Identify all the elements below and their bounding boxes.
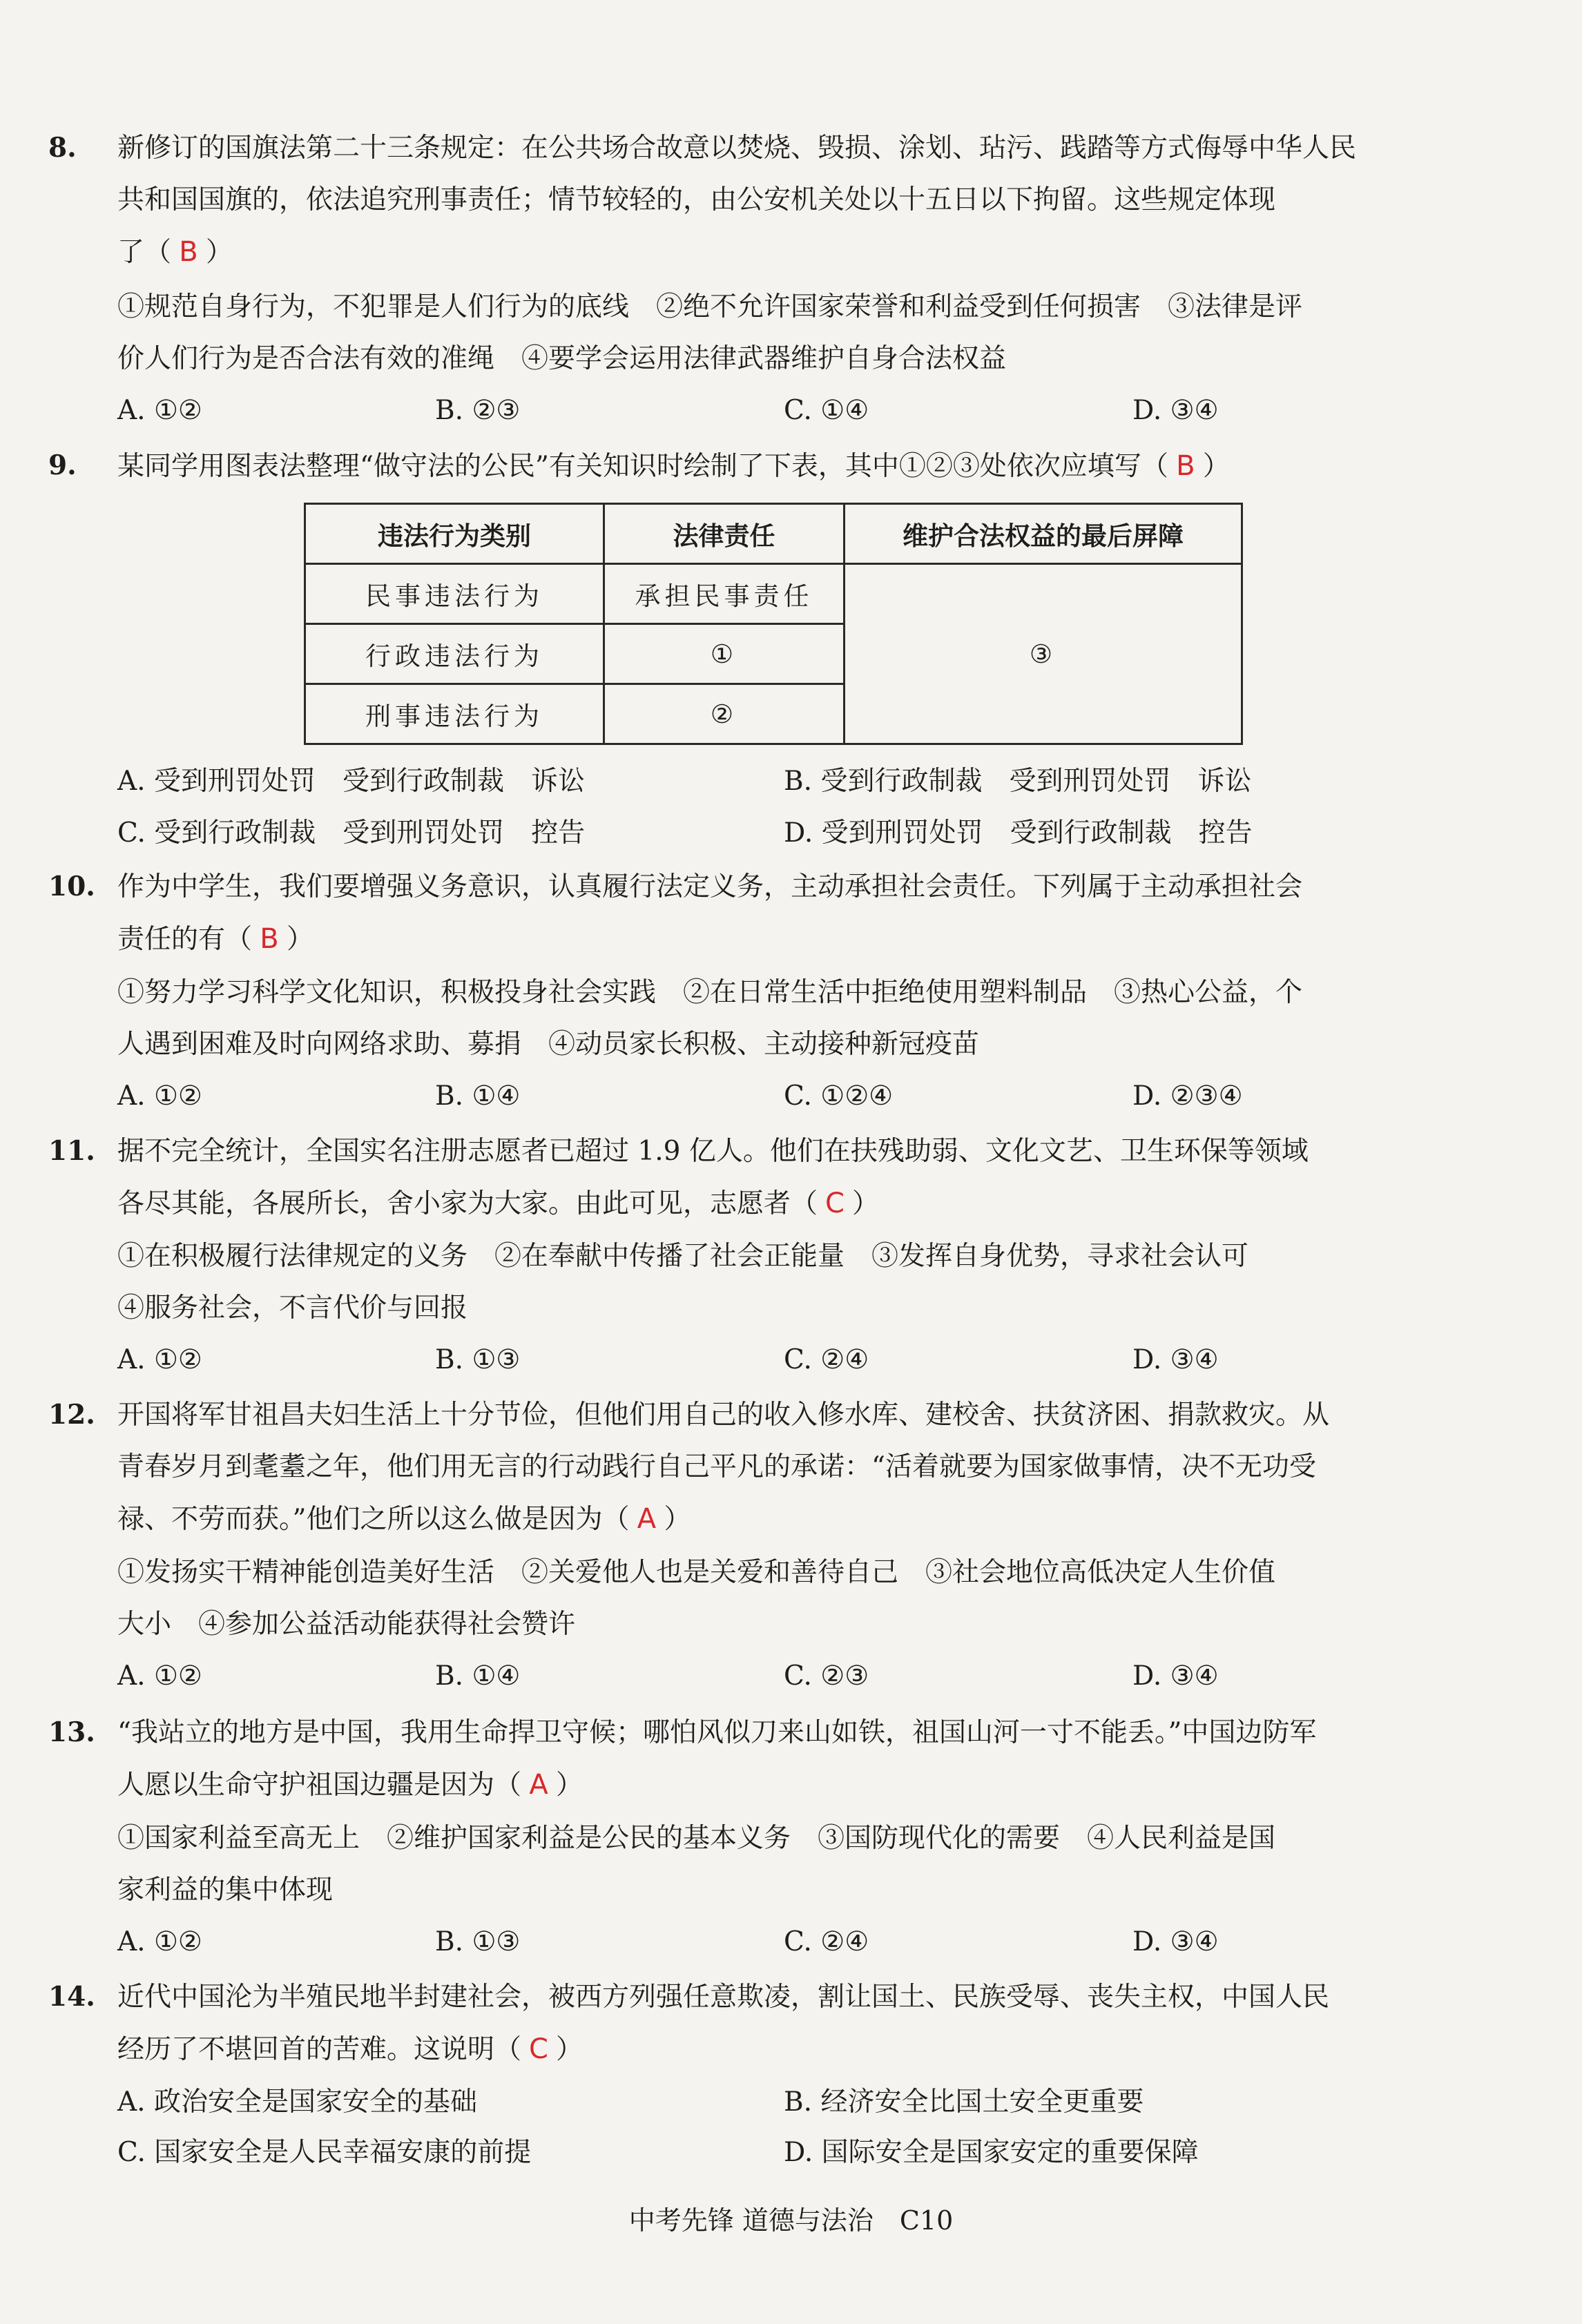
question-text: 新修订的国旗法第二十三条规定：在公共场合故意以焚烧、毁损、涂划、玷污、践踏等方式侮辱中华人民: [117, 133, 1357, 164]
choice-b: B. 经济安全比国土安全更重要: [784, 2086, 1144, 2118]
question-text: 禄、不劳而获。”他们之所以这么做是因为（ A ）: [117, 1503, 691, 1535]
table-cell: ①: [604, 624, 845, 684]
choice-c: C. ①④: [784, 395, 869, 426]
table-row: [305, 564, 1242, 624]
statement-options: 人遇到困难及时向网络求助、募捐 ④动员家长积极、主动接种新冠疫苗: [117, 1029, 980, 1060]
statement-options: ④服务社会，不言代价与回报: [117, 1292, 468, 1324]
choice-a: A. 政治安全是国家安全的基础: [117, 2086, 477, 2118]
question-number: 8.: [48, 132, 77, 164]
choice-d: D. ③④: [1132, 1344, 1219, 1375]
question-text: 经历了不堪回首的苦难。这说明（ C ）: [117, 2033, 583, 2065]
page-footer: 中考先锋 道德与法治 C10: [628, 2205, 954, 2236]
question-number: 10.: [48, 871, 95, 902]
table-cell: 承担民事责任: [604, 564, 845, 624]
question-text: 青春岁月到耄耋之年，他们用无言的行动践行自己平凡的承诺：“活着就要为国家做事情，决不无功受: [117, 1451, 1316, 1482]
choice-c: C. ②④: [784, 1926, 869, 1957]
statement-options: 大小 ④参加公益活动能获得社会赞许: [117, 1609, 576, 1640]
choice-a: A. ①②: [117, 1081, 202, 1112]
question-text: 作为中学生，我们要增强义务意识，认真履行法定义务，主动承担社会责任。下列属于主动承担社会: [117, 871, 1303, 902]
handwritten-answer: A: [637, 1503, 657, 1535]
question-text: 了（ B ）: [117, 236, 233, 268]
table-header: 法律责任: [604, 504, 845, 564]
table-cell: 刑事违法行为: [305, 684, 604, 744]
question-number: 11.: [48, 1135, 95, 1167]
table-cell: 行政违法行为: [305, 624, 604, 684]
choice-c: C. 受到行政制裁 受到刑罚处罚 控告: [117, 817, 586, 849]
statement-options: 家利益的集中体现: [117, 1875, 334, 1906]
handwritten-answer: C: [825, 1188, 845, 1219]
choice-b: B. 受到行政制裁 受到刑罚处罚 诉讼: [784, 766, 1252, 797]
statement-options: ①国家利益至高无上 ②维护国家利益是公民的基本义务 ③国防现代化的需要 ④人民利益是国: [117, 1823, 1276, 1854]
choice-c: C. 国家安全是人民幸福安康的前提: [117, 2137, 532, 2168]
question-text: 人愿以生命守护祖国边疆是因为（ A ）: [117, 1769, 583, 1801]
choice-b: B. ②③: [435, 395, 521, 426]
choice-d: D. ③④: [1132, 1660, 1219, 1692]
table-cell: 民事违法行为: [305, 564, 604, 624]
choice-b: B. ①④: [435, 1660, 521, 1692]
choice-c: C. ②④: [784, 1344, 869, 1375]
choice-d: D. ②③④: [1132, 1081, 1243, 1112]
choice-d: D. ③④: [1132, 1926, 1219, 1957]
question-text: 开国将军甘祖昌夫妇生活上十分节俭，但他们用自己的收入修水库、建校舍、扶贫济困、捐款救灾。从: [117, 1400, 1330, 1431]
choice-b: B. ①③: [435, 1926, 521, 1957]
statement-options: ①在积极履行法律规定的义务 ②在奉献中传播了社会正能量 ③发挥自身优势，寻求社会认可: [117, 1241, 1249, 1272]
question-text: 近代中国沦为半殖民地半封建社会，被西方列强任意欺凌，割让国土、民族受辱、丧失主权，中国人民: [117, 1982, 1330, 2013]
choice-b: B. ①③: [435, 1344, 521, 1375]
statement-options: ①发扬实干精神能创造美好生活 ②关爱他人也是关爱和善待自己 ③社会地位高低决定人生价值: [117, 1557, 1276, 1588]
handwritten-answer: B: [1176, 450, 1195, 482]
statement-options: 价人们行为是否合法有效的准绳 ④要学会运用法律武器维护自身合法权益: [117, 343, 1007, 374]
table-header: 维护合法权益的最后屏障: [845, 504, 1242, 564]
choice-b: B. ①④: [435, 1081, 521, 1112]
question-text: 某同学用图表法整理“做守法的公民”有关知识时绘制了下表，其中①②③处依次应填写（ B ）: [117, 450, 1230, 482]
statement-options: ①规范自身行为，不犯罪是人们行为的底线 ②绝不允许国家荣誉和利益受到任何损害 ③法律是评: [117, 291, 1303, 322]
choice-a: A. ①②: [117, 1660, 202, 1692]
table-merged-cell: ③: [845, 564, 1242, 744]
handwritten-answer: B: [179, 236, 198, 268]
choice-a: A. ①②: [117, 1344, 202, 1375]
question-number: 9.: [48, 449, 77, 481]
question-text: 各尽其能，各展所长，舍小家为大家。由此可见，志愿者（ C ）: [117, 1188, 880, 1219]
handwritten-answer: B: [260, 923, 279, 955]
question-text: 共和国国旗的，依法追究刑事责任；情节较轻的，由公安机关处以十五日以下拘留。这些规定体现: [117, 184, 1276, 215]
choice-a: A. ①②: [117, 1926, 202, 1957]
choice-a: A. ①②: [117, 395, 202, 426]
question-text: 责任的有（ B ）: [117, 923, 314, 955]
question-number: 12.: [48, 1399, 95, 1431]
table-header: 违法行为类别: [305, 504, 604, 564]
choice-d: D. 受到刑罚处罚 受到行政制裁 控告: [784, 817, 1253, 849]
choice-a: A. 受到刑罚处罚 受到行政制裁 诉讼: [117, 766, 585, 797]
question-number: 14.: [48, 1981, 95, 2013]
table-cell: ②: [604, 684, 845, 744]
handwritten-answer: C: [529, 2033, 548, 2065]
table-header-row: [305, 504, 1242, 564]
question-number: 13.: [48, 1716, 95, 1748]
knowledge-table: [304, 503, 1243, 745]
statement-options: ①努力学习科学文化知识，积极投身社会实践 ②在日常生活中拒绝使用塑料制品 ③热心公益，个: [117, 977, 1303, 1008]
question-text: “我站立的地方是中国，我用生命捍卫守候；哪怕风似刀来山如铁，祖国山河一寸不能丢。”中国边防军: [117, 1717, 1317, 1748]
question-text: 据不完全统计，全国实名注册志愿者已超过 1.9 亿人。他们在扶残助弱、文化文艺、卫生环保等领域: [117, 1136, 1309, 1167]
choice-d: D. 国际安全是国家安定的重要保障: [784, 2137, 1199, 2168]
choice-c: C. ①②④: [784, 1081, 894, 1112]
choice-d: D. ③④: [1132, 395, 1219, 426]
handwritten-answer: A: [529, 1769, 548, 1801]
choice-c: C. ②③: [784, 1660, 869, 1692]
